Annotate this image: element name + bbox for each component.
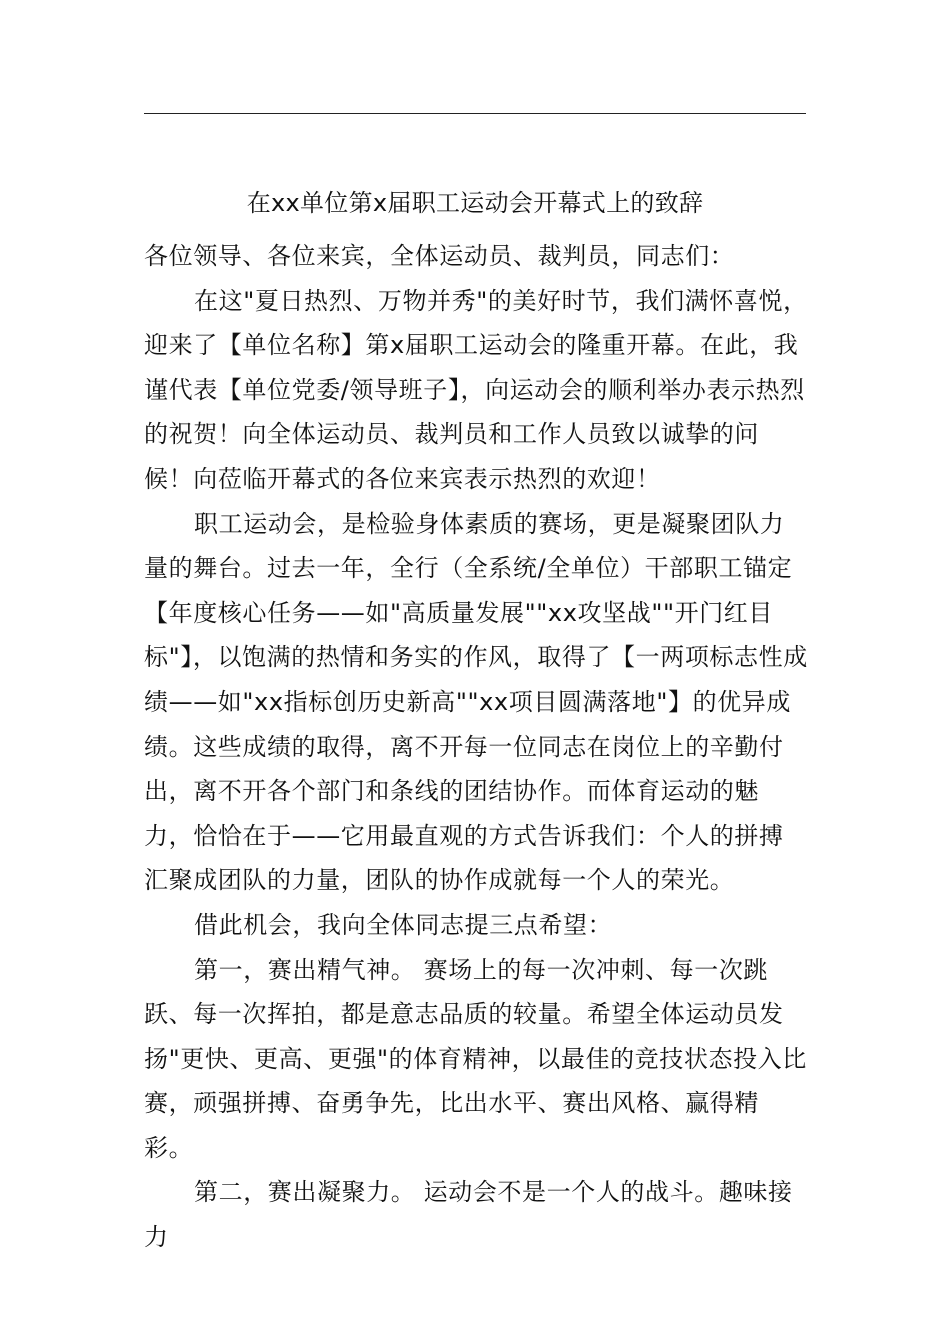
- paragraph-opening: 在这"夏日热烈、万物并秀"的美好时节，我们满怀喜悦，迎来了【单位名称】第x届职工运动会的隆重开幕。在此，我谨代表【单位党委/领导班子】，向运动会的顺利举办表示热烈的祝贺！向全体运动员、裁判员和工作人员致以诚挚的问候！向莅临开幕式的各位来宾表示热烈的欢迎！: [144, 286, 808, 493]
- salutation: 各位领导、各位来宾，全体运动员、裁判员，同志们：: [144, 242, 735, 270]
- paragraph-hope-two: 第二，赛出凝聚力。 运动会不是一个人的战斗。趣味接力: [144, 1178, 793, 1252]
- paragraph-achievements: 职工运动会，是检验身体素质的赛场，更是凝聚团队力量的舞台。过去一年，全行（全系统/全单位）干部职工锚定【年度核心任务——如"高质量发展""xx攻坚战""开门红目标"】，以饱满的热情和务实的作风，取得了【一两项标志性成绩——如"xx指标创历史新高""xx项目圆满落地"】的优异成绩。这些成绩的取得，离不开每一位同志在岗位上的辛勤付出，离不开各个部门和条线的团结协作。而体育运动的魅力，恰恰在于——它用最直观的方式告诉我们：个人的拼搏汇聚成团队的力量，团队的协作成就每一个人的荣光。: [144, 509, 808, 895]
- header-rule: [144, 113, 806, 114]
- document-body: [144, 234, 808, 1260]
- document-title: 在xx单位第x届职工运动会开幕式上的致辞: [246, 189, 704, 217]
- paragraph-hopes-intro: 借此机会，我向全体同志提三点希望：: [194, 910, 613, 939]
- paragraph-hope-one: 第一，赛出精气神。 赛场上的每一次冲刺、每一次跳跃、每一次挥拍，都是意志品质的较量。希望全体运动员发扬"更快、更高、更强"的体育精神，以最佳的竞技状态投入比赛，顽强拼搏、奋勇争先，比出水平、赛出风格、赢得精彩。: [144, 955, 807, 1162]
